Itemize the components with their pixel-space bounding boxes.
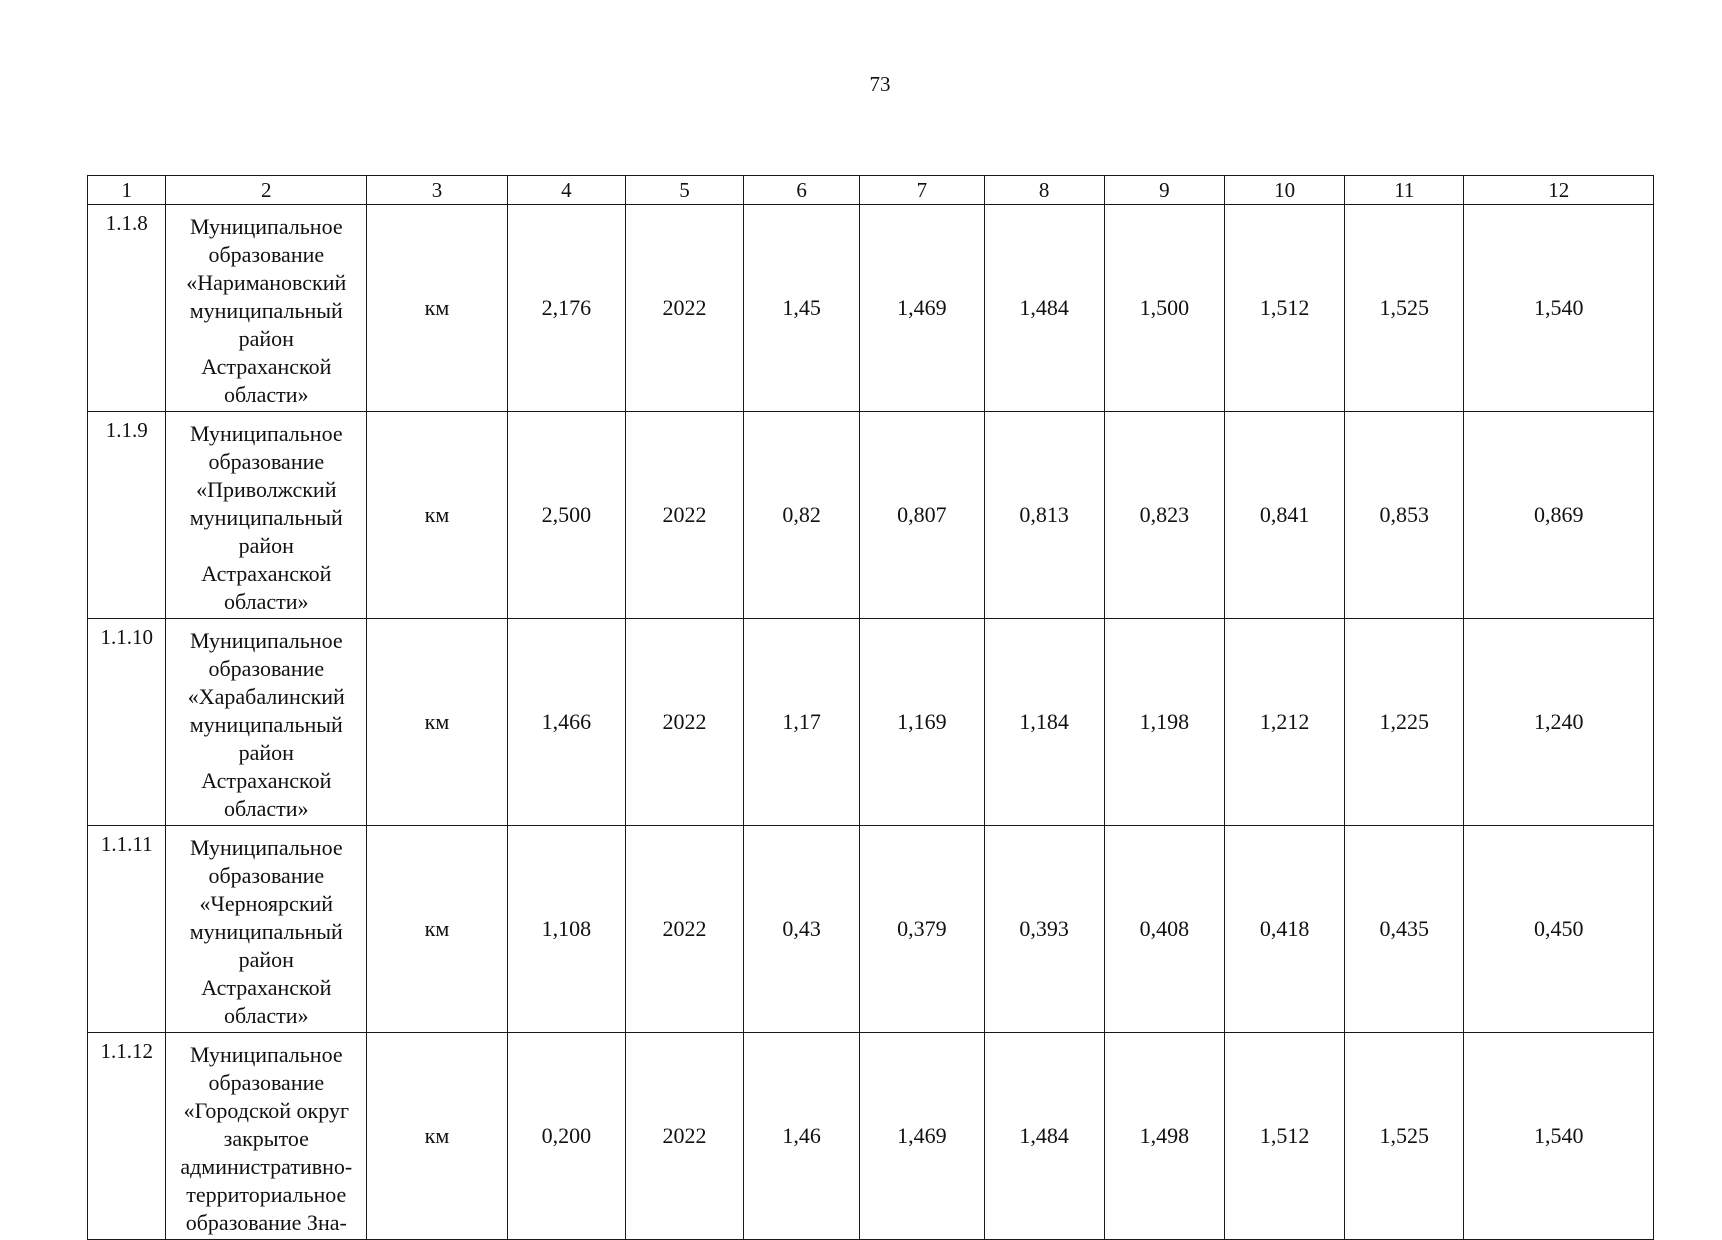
- value-cell: 0,853: [1345, 412, 1464, 619]
- value-cell: 1,469: [860, 205, 984, 412]
- column-header: 12: [1464, 176, 1654, 205]
- value-cell: 0,435: [1345, 826, 1464, 1033]
- unit-cell: км: [367, 826, 508, 1033]
- year-cell: 2022: [625, 205, 743, 412]
- row-number: 1.1.11: [88, 826, 166, 1033]
- value-cell: 0,408: [1104, 826, 1224, 1033]
- table-row: [88, 619, 1654, 826]
- value-cell: 1,484: [984, 1033, 1104, 1240]
- value-cell: 1,169: [860, 619, 984, 826]
- page-number: 73: [869, 72, 891, 96]
- year-cell: 2022: [625, 826, 743, 1033]
- year-cell: 2022: [625, 412, 743, 619]
- value-cell: 1,45: [744, 205, 860, 412]
- value-cell: 0,807: [860, 412, 984, 619]
- column-header: 2: [166, 176, 367, 205]
- header-row: [88, 176, 1654, 205]
- value-cell: 0,823: [1104, 412, 1224, 619]
- unit-cell: км: [367, 205, 508, 412]
- column-header: 10: [1224, 176, 1344, 205]
- column-header: 1: [88, 176, 166, 205]
- value-cell: 1,498: [1104, 1033, 1224, 1240]
- column-header: 3: [367, 176, 508, 205]
- value-cell: 1,525: [1345, 1033, 1464, 1240]
- value-cell: 1,540: [1464, 1033, 1654, 1240]
- column-header: 8: [984, 176, 1104, 205]
- value-cell: 1,225: [1345, 619, 1464, 826]
- value-cell: 1,184: [984, 619, 1104, 826]
- unit-cell: км: [367, 1033, 508, 1240]
- value-cell: 0,841: [1224, 412, 1344, 619]
- table-row: [88, 1033, 1654, 1240]
- value-cell: 1,512: [1224, 205, 1344, 412]
- value-cell: 0,200: [507, 1033, 625, 1240]
- table-row: [88, 412, 1654, 619]
- value-cell: 0,418: [1224, 826, 1344, 1033]
- value-cell: 1,212: [1224, 619, 1344, 826]
- value-cell: 1,469: [860, 1033, 984, 1240]
- year-cell: 2022: [625, 619, 743, 826]
- column-header: 6: [744, 176, 860, 205]
- row-number: 1.1.9: [88, 412, 166, 619]
- row-number: 1.1.8: [88, 205, 166, 412]
- table-row: [88, 826, 1654, 1033]
- row-number: 1.1.10: [88, 619, 166, 826]
- value-cell: 1,512: [1224, 1033, 1344, 1240]
- value-cell: 1,198: [1104, 619, 1224, 826]
- value-cell: 0,393: [984, 826, 1104, 1033]
- column-header: 5: [625, 176, 743, 205]
- value-cell: 0,450: [1464, 826, 1654, 1033]
- value-cell: 1,484: [984, 205, 1104, 412]
- column-header: 7: [860, 176, 984, 205]
- value-cell: 2,500: [507, 412, 625, 619]
- value-cell: 0,813: [984, 412, 1104, 619]
- value-cell: 0,43: [744, 826, 860, 1033]
- unit-cell: км: [367, 619, 508, 826]
- value-cell: 1,500: [1104, 205, 1224, 412]
- value-cell: 1,525: [1345, 205, 1464, 412]
- table-row: [88, 205, 1654, 412]
- municipality-name: Муниципальное образование «Черноярский муниципальный район Астраханской области»: [166, 826, 367, 1033]
- value-cell: 1,240: [1464, 619, 1654, 826]
- municipality-name: Муниципальное образование «Приволжский муниципальный район Астраханской области»: [166, 412, 367, 619]
- year-cell: 2022: [625, 1033, 743, 1240]
- value-cell: 0,869: [1464, 412, 1654, 619]
- value-cell: 1,17: [744, 619, 860, 826]
- municipality-name: Муниципальное образование «Городской округ закрытое административно-территориальное образование Зна-: [166, 1033, 367, 1240]
- value-cell: 1,540: [1464, 205, 1654, 412]
- column-header: 11: [1345, 176, 1464, 205]
- row-number: 1.1.12: [88, 1033, 166, 1240]
- municipality-name: Муниципальное образование «Харабалинский муниципальный район Астраханской области»: [166, 619, 367, 826]
- value-cell: 1,108: [507, 826, 625, 1033]
- data-table: [87, 175, 1654, 1240]
- value-cell: 0,82: [744, 412, 860, 619]
- value-cell: 2,176: [507, 205, 625, 412]
- value-cell: 1,46: [744, 1033, 860, 1240]
- column-header: 9: [1104, 176, 1224, 205]
- municipality-name: Муниципальное образование «Наримановский муниципальный район Астраханской области»: [166, 205, 367, 412]
- value-cell: 1,466: [507, 619, 625, 826]
- unit-cell: км: [367, 412, 508, 619]
- value-cell: 0,379: [860, 826, 984, 1033]
- column-header: 4: [507, 176, 625, 205]
